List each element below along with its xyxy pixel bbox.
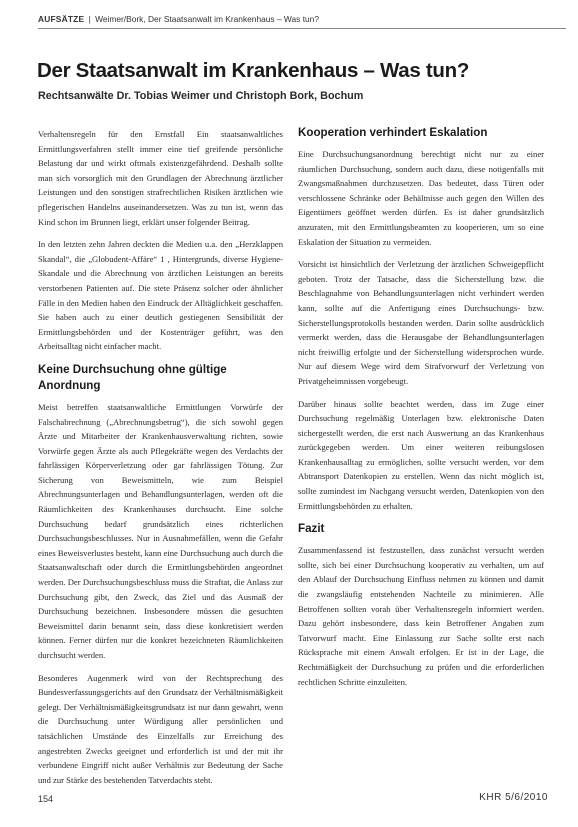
header-divider [38,28,566,29]
body-paragraph: Darüber hinaus sollte beachtet werden, dass im Zuge einer Durchsuchung regelmäßig Unterlagen bzw. elektronische Daten sichergestellt werden, die erst nach Auswertung an das Krankenhaus zurückgegeben werden. Um einer weiteren reibungslosen Krankenhausalltag zu ermöglichen, sollte versucht werden, vor dem Abtransport Datenkopien zu erstellen. Wenn das nicht möglich ist, sollte zumindest im Nachgang versucht werden, Datenkopien von den Ermittlungsbehörden zu erhalten. [298,398,544,511]
journal-issue: KHR 5/6/2010 [479,792,548,803]
running-title: Weimer/Bork, Der Staatsanwalt im Krankenhaus – Was tun? [95,14,320,24]
body-paragraph: Besonderes Augenmerk wird von der Rechtsprechung des Bundesverfassungsgerichts auf den Grundsatz der Verhältnismäßigkeit gelegt. Der Verhältnismäßigkeitsgrundsatz ist nur dann gewahrt, wenn die Durchsuchung unter Würdigung aller persönlichen und tatsächlichen Umstände des Einzelfalls zur Erreichung des angestrebten Zwecks geeignet und erforderlich ist und der mit ihr verbundene Eingriff nicht außer Verhältnis zur Bedeutung der Sache und zur Stärke des bestehenden Tatverdachts steht. [38,672,283,785]
body-paragraph: Eine Durchsuchungsanordnung berechtigt nicht nur zu einer räumlichen Durchsuchung, sondern auch dazu, diese notigenfalls mit Zwangsmaßnahmen durchzusetzen. Das bedeutet, dass Türen oder verschlossene Schränke oder Behältnisse auch gegen den Willen des Eigentümers geöffnet werden dürfen. Es ist daher grundsätzlich anzuraten, mit den Ermittlungsbeamten zu kooperieren, um so eine Eskalation der Situation zu vermeiden. [298,149,544,247]
body-paragraph: In den letzten zehn Jahren deckten die Medien u.a. den „Herzklappen Skandal“, die „Globudent-Affäre“ 1 , Hintergrunds, diverse Hygiene-Skandale und die Abrechnung von ärztlichen Leistungen an bereits verstorbenen Patienten auf. Die stete Präsenz solcher oder ähnlicher Fälle in den Medien haben den Eindruck der Alltäglichkeit geschaffen. Sie haben auch zu einer deutlich gestiegenen Sensibilität der Ermittlungsbehörden und der Kostenträger geführt, was den Arbeitsalltag nicht einfacher macht. [38,239,283,352]
article-title: Der Staatsanwalt im Krankenhaus – Was tun? [37,59,470,82]
section-heading: Fazit [298,522,325,536]
right-column [298,125,544,697]
intro-paragraph: Verhaltensregeln für den Ernstfall Ein staatsanwaltliches Ermittlungsverfahren stellt immer eine tief greifende persönliche Belastung dar und wirkt oftmals existenzgefährdend. Deshalb sollte man sich vorsorglich mit den Grundlagen der Abrechnung ärztlicher Leistungen und den sonstigen strafrechtlichen Risiken ärztlichen wie pflegerischen Handelns auseinandersetzen. Was zu tun ist, wenn das Kind schon im Brunnen liegt, erklärt unser folgender Beitrag. [38,129,283,227]
body-paragraph: Zusammenfassend ist festzustellen, dass zunächst versucht werden sollte, sich bei einer Durchsuchung kooperativ zu verhalten, um auf den Ablauf der Durchsuchung Einfluss nehmen zu können und damit die zwangsläufig entstehenden Nachteile zu minimieren. Alle Betroffenen sollten vorab über Verhaltensregeln informiert werden. Dazu gehört insbesondere, dass kein Betroffener Angaben zum Tatvorwurf macht. Eine Einlassung zur Sache sollte erst nach Rücksprache mit einem Anwalt erfolgen. Er ist in der Lage, die Rechtmäßigkeit der Durchsuchung zu prüfen und die erforderlichen rechtlichen Schritte einzuleiten. [298,545,544,687]
left-column [38,127,283,795]
running-header [38,14,319,24]
section-label: AUFSÄTZE [38,14,85,24]
section-heading: Keine Durchsuchung ohne gültige Anordnung [38,362,227,392]
body-paragraph: Vorsicht ist hinsichtlich der Verletzung der ärztlichen Schweigepflicht geboten. Trotz der Tatsache, dass die Sicherstellung bzw. die Beschlagnahme von Behandlungsunterlagen nicht verhindert werden kann, sollte auf die Anfertigung eines Durchsuchungs- bzw. Sicherstellungsprotokolls bestanden werden. Darin sollte ausdrücklich vermerkt werden, dass die Herausgabe der Behandlungsunterlagen nicht freiwillig erfolgte und der Sicherstellung widersprochen wurde. Nur auf diesem Wege wird dem Strafvorwurf der Verletzung von Privatgeheimnissen vorgebeugt. [298,259,544,386]
body-paragraph: Meist betreffen staatsanwaltliche Ermittlungen Vorwürfe der Falschabrechnung („Abrechnungsbetrug“), die sich sowohl gegen Ärzte und Mitarbeiter der Krankenhausverwaltung richten, sowie Vorwürfe gegen Ärzte als auch Pflegekräfte wegen des Verdachts der fahrlässigen Körperverletzung oder gar fahrlässigen Tötung. Zur Sicherung von Beweismitteln, wie zum Beispiel Abrechnungsunterlagen und Behandlungsunterlagen, werden oft die Räumlichkeiten des Krankenhauses durchsucht. Eine solche Durchsuchung bedarf grundsätzlich eines richterlichen Durchsuchungsbeschlusses. Nur in Ausnahmefällen, wenn die Gefahr eines Beweisverlustes besteht, kann eine Durchsuchung auch durch die Staatsanwaltschaft oder durch die Ermittlungsbehörden angeordnet werden. Der Durchsuchungsbeschluss muss die Straftat, die Anlass zur Durchsuchung gibt, den Zweck, das Ziel und das Ausmaß der Durchsuchung bezeichnen. Insbesondere müssen die gesuchten Beweismittel darin benannt sein, dass diese konkretisiert werden können. Ferner dürfen nur die konkret bezeichneten Räumlichkeiten durchsucht werden. [38,401,283,660]
section-heading: Kooperation verhindert Eskalation [298,126,488,139]
page-number: 154 [38,794,54,804]
article-authors: Rechtsanwälte Dr. Tobias Weimer und Christoph Bork, Bochum [38,90,364,102]
header-separator: | [88,14,91,24]
